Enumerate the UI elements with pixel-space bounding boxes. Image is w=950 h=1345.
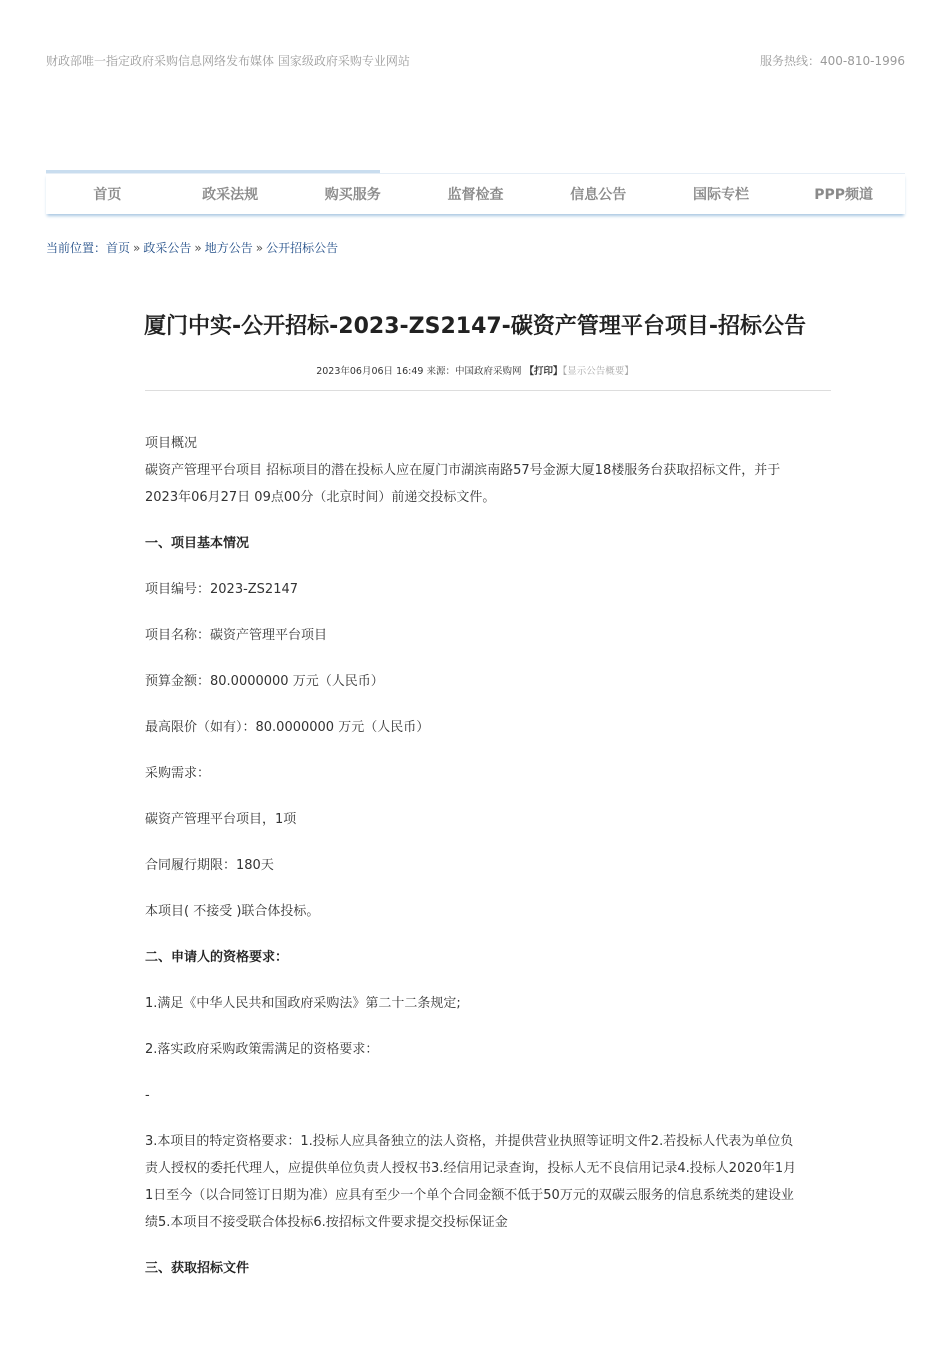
paragraph: 2.落实政府采购政策需满足的资格要求：	[145, 1042, 379, 1057]
nav-item-announcements[interactable]: 信息公告	[570, 187, 627, 203]
paragraph: 项目概况	[145, 436, 198, 451]
paragraph: 碳资产管理平台项目 招标项目的潜在投标人应在厦门市湖滨南路57号金源大厦18楼服务台获取招标文件，并于	[145, 463, 781, 478]
paragraph: -	[145, 1088, 150, 1103]
nav-item-home[interactable]: 首页	[93, 187, 122, 203]
breadcrumb-local-announcements[interactable]: 地方公告	[204, 241, 253, 255]
nav-item-supervision[interactable]: 监督检查	[447, 187, 504, 203]
paragraph: 2023年06月27日 09点00分（北京时间）前递交投标文件。	[145, 490, 496, 505]
paragraph: 1.满足《中华人民共和国政府采购法》第二十二条规定;	[145, 996, 461, 1011]
paragraph: 3.本项目的特定资格要求：1.投标人应具备独立的法人资格，并提供营业执照等证明文件2.若投标人代表为单位负	[145, 1134, 794, 1149]
print-link[interactable]: 【打印】	[524, 366, 563, 377]
top-bar	[46, 52, 905, 70]
breadcrumb-gov-announcements[interactable]: 政采公告	[143, 241, 192, 255]
article-date-source: 2023年06月06日 16:49 来源：中国政府采购网	[316, 366, 522, 377]
breadcrumb-sep: »	[255, 241, 264, 255]
paragraph: 项目编号：2023-ZS2147	[145, 582, 299, 597]
section-heading: 二、申请人的资格要求：	[145, 950, 289, 965]
article-content	[145, 430, 835, 1282]
section-heading: 一、项目基本情况	[145, 536, 250, 551]
paragraph: 本项目( 不接受 )联合体投标。	[145, 904, 320, 919]
breadcrumb-sep: »	[133, 241, 141, 255]
title-divider	[145, 390, 831, 391]
paragraph: 最高限价（如有）：80.0000000 万元（人民币）	[145, 720, 430, 735]
paragraph: 责人授权的委托代理人，应提供单位负责人授权书3.经信用记录查询，投标人无不良信用记录4.投标人2020年1月	[145, 1161, 797, 1176]
service-hotline: 服务热线：400-810-1996	[759, 54, 905, 68]
breadcrumb-public-tender[interactable]: 公开招标公告	[266, 241, 339, 255]
breadcrumb	[46, 239, 338, 256]
paragraph: 碳资产管理平台项目，1项	[145, 812, 297, 827]
main-nav	[46, 173, 905, 214]
site-tagline: 财政部唯一指定政府采购信息网络发布媒体 国家级政府采购专业网站	[46, 54, 410, 68]
main-nav-container	[46, 170, 905, 216]
paragraph: 绩5.本项目不接受联合体投标6.按招标文件要求提交投标保证金	[145, 1215, 508, 1230]
paragraph: 项目名称：碳资产管理平台项目	[145, 628, 328, 643]
nav-item-ppp[interactable]: PPP频道	[814, 187, 874, 203]
nav-item-international[interactable]: 国际专栏	[692, 187, 749, 203]
nav-item-purchase-services[interactable]: 购买服务	[324, 187, 381, 203]
paragraph: 1日至今（以合同签订日期为准）应具有至少一个单个合同金额不低于50万元的双碳云服务的信息系统类的建设业	[145, 1188, 794, 1203]
article-meta	[0, 363, 950, 377]
show-summary-link[interactable]: 【显示公告概要】	[562, 366, 634, 377]
paragraph: 采购需求：	[145, 766, 211, 781]
section-heading: 三、获取招标文件	[145, 1261, 250, 1276]
breadcrumb-prefix: 当前位置：	[46, 241, 107, 255]
paragraph: 预算金额：80.0000000 万元（人民币）	[145, 674, 384, 689]
breadcrumb-sep: »	[194, 241, 202, 255]
paragraph: 合同履行期限：180天	[145, 858, 274, 873]
nav-item-regulations[interactable]: 政采法规	[202, 187, 259, 203]
article-title: 厦门中实-公开招标-2023-ZS2147-碳资产管理平台项目-招标公告	[144, 314, 806, 339]
breadcrumb-home[interactable]: 首页	[106, 241, 131, 255]
